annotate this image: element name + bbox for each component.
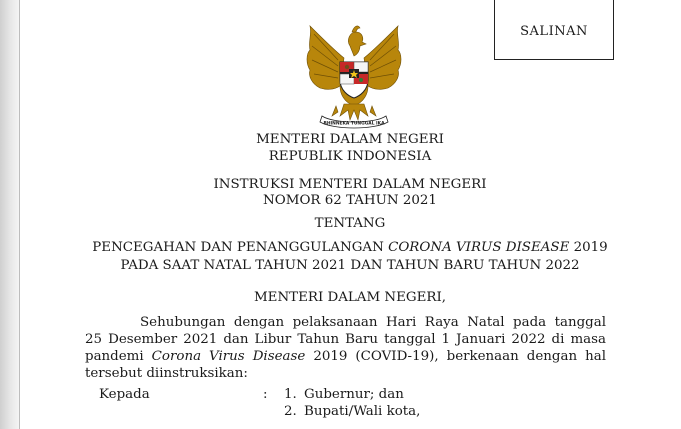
body-line-4: tersebut diinstruksikan: — [85, 366, 248, 381]
salinan-stamp: SALINAN — [494, 0, 614, 60]
instruction-title: INSTRUKSI MENTERI DALAM NEGERI — [213, 177, 487, 192]
subject-line-1: PENCEGAHAN DAN PENANGGULANGAN CORONA VIRUS DISEASE 2019 — [92, 240, 608, 255]
republic-title: REPUBLIK INDONESIA — [268, 149, 432, 164]
svg-text:BHINNEKA TUNGGAL IKA: BHINNEKA TUNGGAL IKA — [323, 121, 385, 127]
recipient-item: Gubernur; dan — [304, 387, 404, 402]
recipients-label: Kepada — [99, 387, 150, 402]
recipient-number: 2. — [284, 404, 297, 419]
issuer-heading: MENTERI DALAM NEGERI, — [253, 290, 447, 305]
body-line-1: Sehubungan dengan pelaksanaan Hari Raya Natal pada tanggal — [140, 315, 606, 330]
about-heading: TENTANG — [314, 216, 386, 231]
body-line-3: pandemi Corona Virus Disease 2019 (COVID-19), berkenaan dengan hal — [85, 349, 606, 364]
recipient-item: Bupati/Wali kota, — [304, 404, 421, 419]
recipient-number: 1. — [284, 387, 297, 402]
garuda-emblem — [300, 20, 408, 130]
instruction-number: NOMOR 62 TAHUN 2021 — [263, 193, 437, 208]
subject-line-2: PADA SAAT NATAL TAHUN 2021 DAN TAHUN BARU TAHUN 2022 — [120, 258, 580, 273]
page-margin-shadow — [0, 0, 20, 429]
recipients-separator: : — [263, 387, 268, 402]
body-line-2: 25 Desember 2021 dan Libur Tahun Baru tanggal 1 Januari 2022 di masa — [85, 332, 606, 347]
minister-title: MENTERI DALAM NEGERI — [256, 132, 444, 147]
motto-ribbon — [320, 116, 388, 128]
